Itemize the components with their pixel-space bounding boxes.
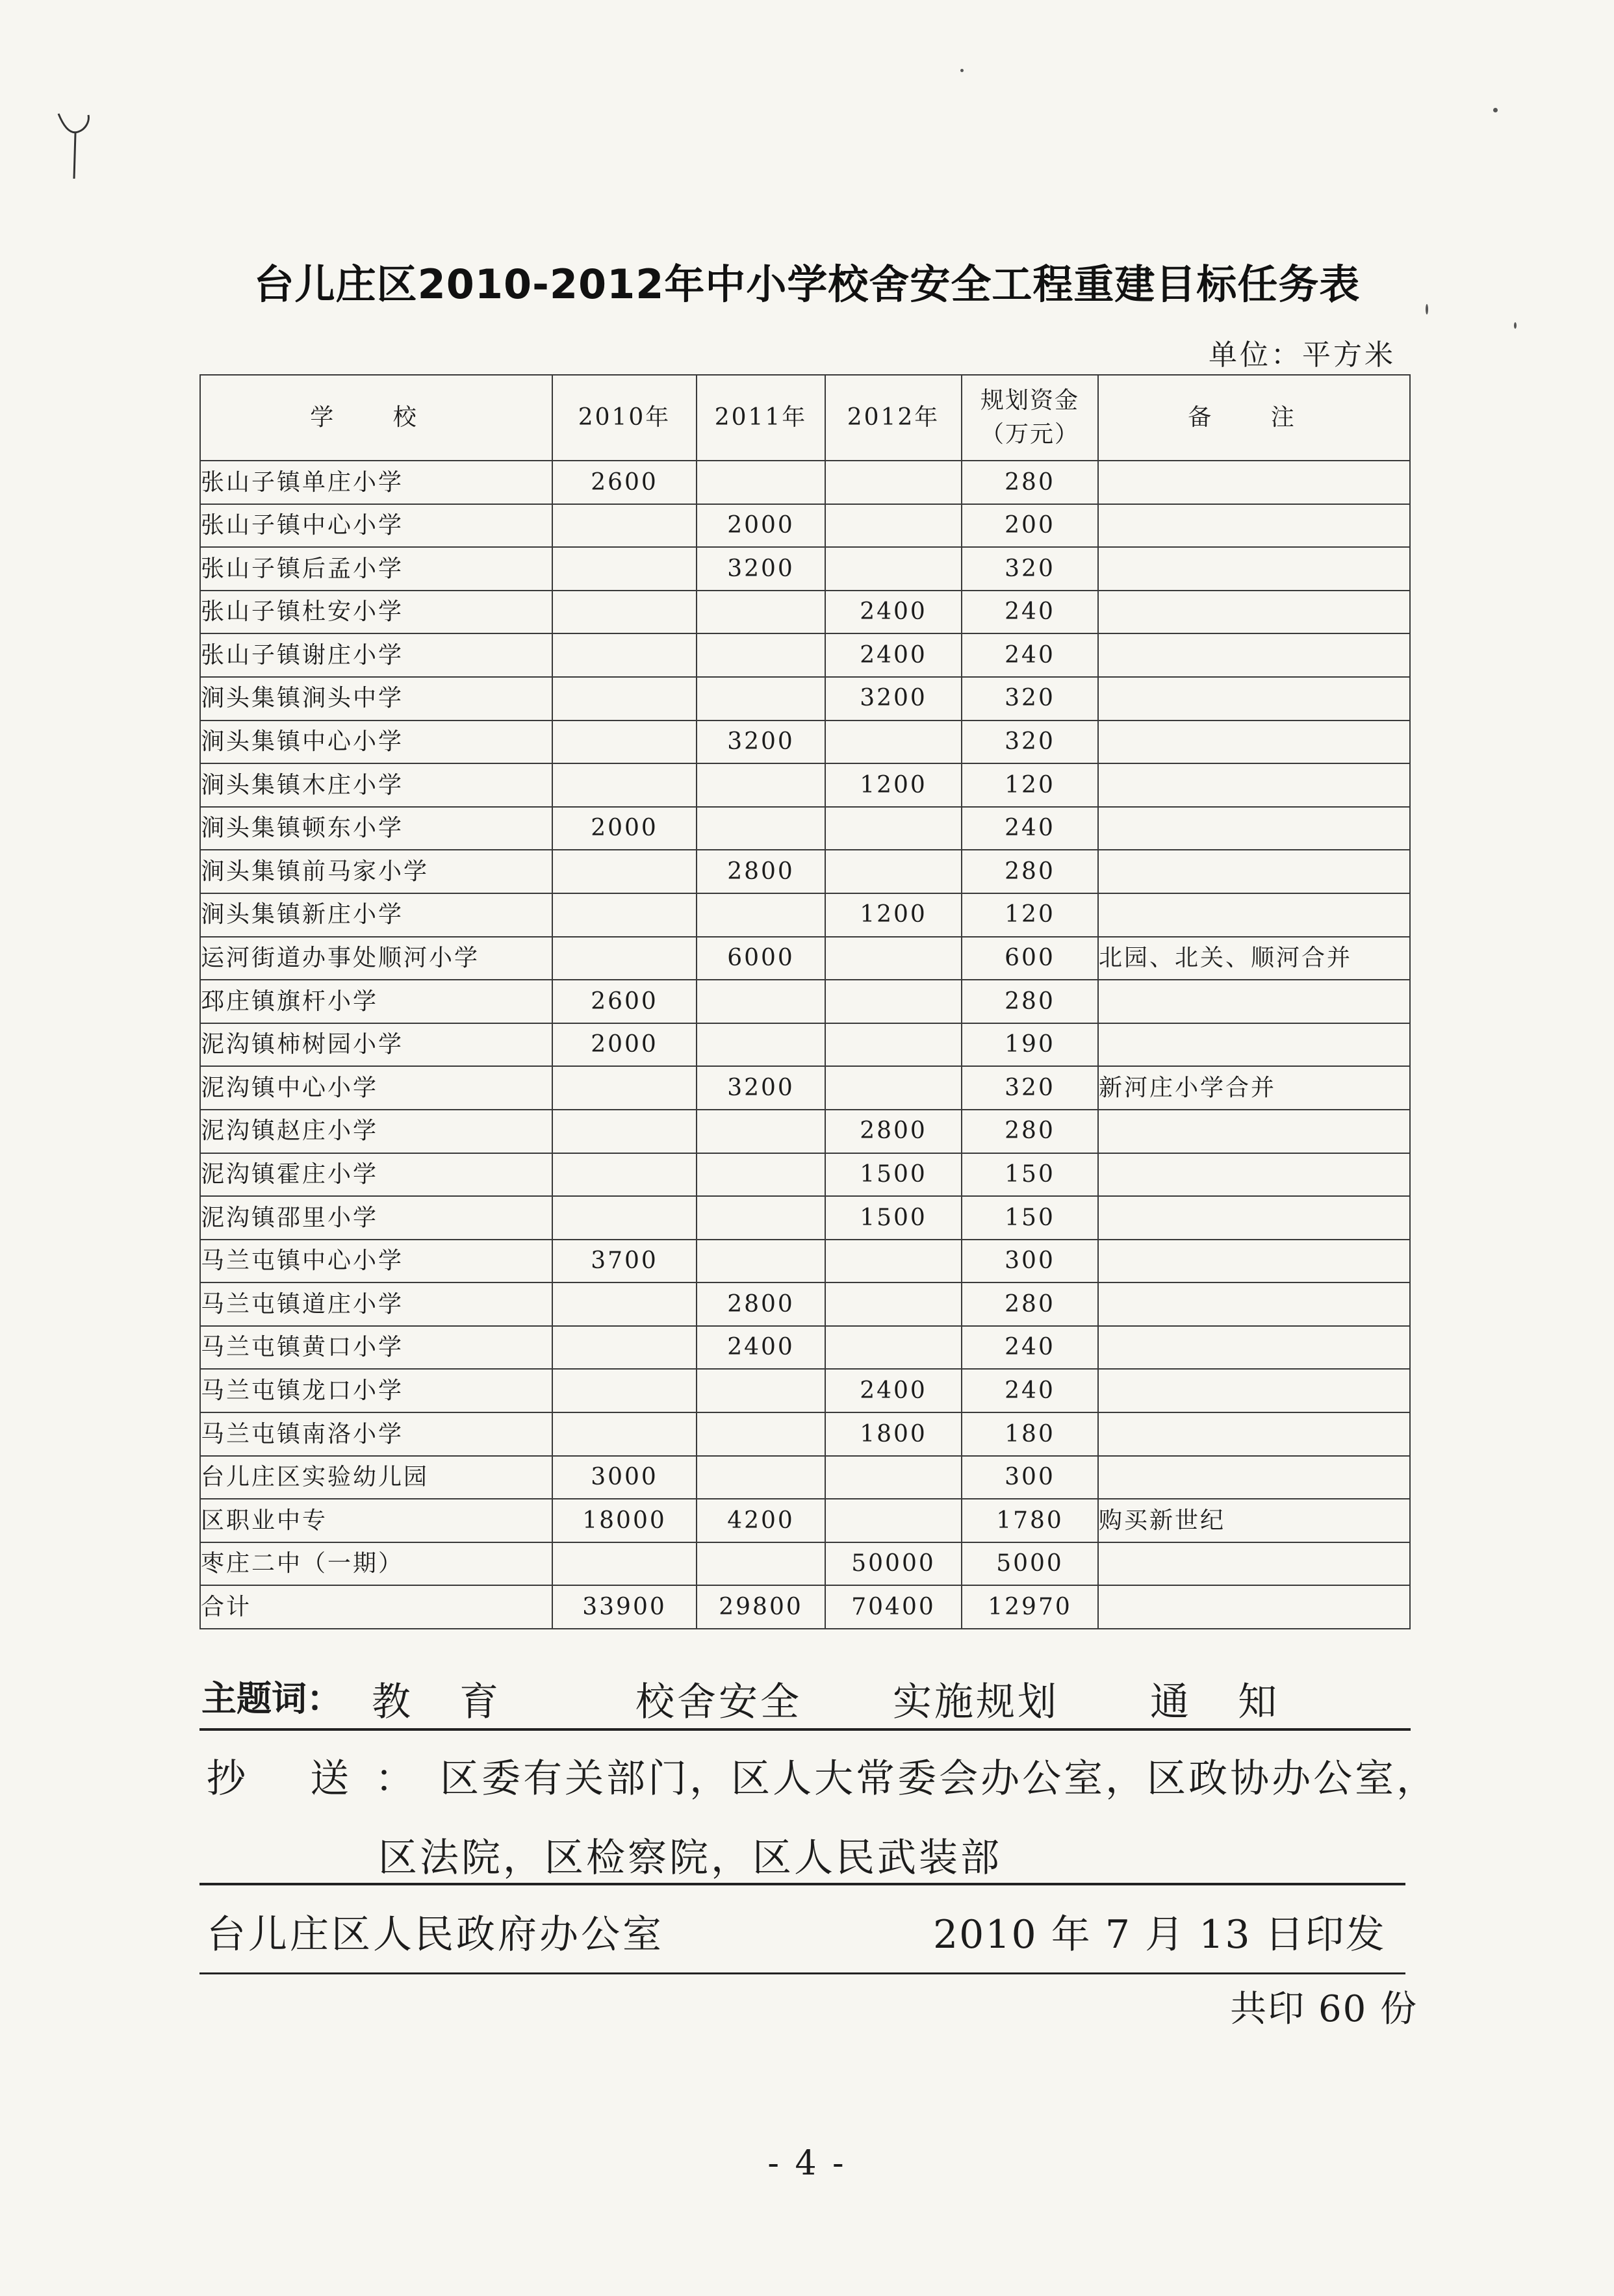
cell-2012: 50000 [825, 1542, 962, 1586]
issuer: 台儿庄区人民政府办公室 [207, 1912, 664, 1958]
cell-note [1098, 980, 1410, 1023]
cell-2012: 2400 [825, 591, 962, 634]
subject-keyword: 校舍安全 [635, 1679, 802, 1725]
table-row [200, 677, 1410, 721]
cell-school: 泥沟镇赵庄小学 [200, 1110, 552, 1153]
cell-2012 [825, 1456, 962, 1499]
scan-speck [1493, 108, 1498, 112]
divider-line [199, 1972, 1405, 1974]
cell-2010 [552, 1110, 697, 1153]
cell-2012 [825, 1326, 962, 1370]
cell-2012: 1800 [825, 1412, 962, 1456]
cell-2012: 2400 [825, 633, 962, 677]
cell-2012 [825, 850, 962, 893]
cell-2011 [697, 1196, 825, 1240]
cc-recipients-2: 区法院，区检察院，区人民武装部 [378, 1835, 1002, 1881]
cell-school: 张山子镇后孟小学 [200, 547, 552, 591]
cell-2011 [697, 677, 825, 721]
cell-note [1098, 591, 1410, 634]
scan-speck [960, 69, 964, 72]
table-row [200, 633, 1410, 677]
cell-2010 [552, 1153, 697, 1197]
cell-2010 [552, 1369, 697, 1412]
cell-2011 [697, 633, 825, 677]
cell-note [1098, 1110, 1410, 1153]
cell-2011 [697, 1110, 825, 1153]
cell-fund: 240 [962, 591, 1098, 634]
cell-fund: 280 [962, 850, 1098, 893]
cell-note: 北园、北关、顺河合并 [1098, 937, 1410, 980]
cell-note [1098, 1282, 1410, 1326]
header-fund-line1: 规划资金 [980, 387, 1079, 415]
table-row [200, 1196, 1410, 1240]
cell-note [1098, 1326, 1410, 1370]
cell-school: 泥沟镇柿树园小学 [200, 1023, 552, 1067]
cell-2010 [552, 893, 697, 937]
divider-line [199, 1728, 1411, 1731]
cell-2010 [552, 547, 697, 591]
cell-fund: 240 [962, 1369, 1098, 1412]
task-table [199, 374, 1411, 1629]
cell-2010: 3700 [552, 1240, 697, 1283]
cell-fund: 320 [962, 721, 1098, 764]
cell-2010: 2000 [552, 1023, 697, 1067]
cell-2012: 1200 [825, 763, 962, 807]
cell-2010 [552, 721, 697, 764]
cc-line-1 [207, 1748, 1438, 1804]
cell-fund: 5000 [962, 1542, 1098, 1586]
cell-2010 [552, 504, 697, 548]
cell-note [1098, 850, 1410, 893]
cell-2012: 2400 [825, 1369, 962, 1412]
cell-note [1098, 633, 1410, 677]
cell-2012: 1200 [825, 893, 962, 937]
cell-2011 [697, 1153, 825, 1197]
table-row [200, 1153, 1410, 1197]
cell-2010 [552, 633, 697, 677]
cell-2012 [825, 504, 962, 548]
cell-2010 [552, 1196, 697, 1240]
table-row [200, 1412, 1410, 1456]
table-row [200, 504, 1410, 548]
cell-2010 [552, 1412, 697, 1456]
page-number: - 4 - [767, 2144, 847, 2183]
table-row [200, 1023, 1410, 1067]
table-row [200, 461, 1410, 504]
cell-2012 [825, 1240, 962, 1283]
cell-2012: 1500 [825, 1196, 962, 1240]
cell-2011: 3200 [697, 547, 825, 591]
cell-2010 [552, 850, 697, 893]
header-fund-line2: （万元） [980, 421, 1079, 448]
table-row [200, 893, 1410, 937]
cell-2011: 4200 [697, 1499, 825, 1542]
cell-2010 [552, 677, 697, 721]
cell-fund: 320 [962, 547, 1098, 591]
header-note: 备 注 [1098, 375, 1410, 461]
cell-note: 购买新世纪 [1098, 1499, 1410, 1542]
page-title: 台儿庄区2010-2012年中小学校舍安全工程重建目标任务表 [253, 261, 1361, 308]
cell-fund: 280 [962, 980, 1098, 1023]
cell-fund: 120 [962, 763, 1098, 807]
cell-2012: 2800 [825, 1110, 962, 1153]
header-fund [962, 375, 1098, 461]
cell-school: 马兰屯镇道庄小学 [200, 1282, 552, 1326]
cell-2010 [552, 1326, 697, 1370]
cell-2012 [825, 1023, 962, 1067]
cell-2010: 2600 [552, 980, 697, 1023]
table-row [200, 763, 1410, 807]
cell-note [1098, 1369, 1410, 1412]
header-2010: 2010年 [552, 375, 697, 461]
cell-fund: 120 [962, 893, 1098, 937]
cell-school: 枣庄二中（一期） [200, 1542, 552, 1586]
cell-2012 [825, 461, 962, 504]
cell-school: 泥沟镇中心小学 [200, 1066, 552, 1110]
table-row [200, 980, 1410, 1023]
cell-note [1098, 1023, 1410, 1067]
table-row [200, 547, 1410, 591]
cell-school: 区职业中专 [200, 1499, 552, 1542]
cell-school: 张山子镇谢庄小学 [200, 633, 552, 677]
cell-school: 台儿庄区实验幼儿园 [200, 1456, 552, 1499]
cell-note [1098, 504, 1410, 548]
cell-school: 涧头集镇顿东小学 [200, 807, 552, 850]
cell-note [1098, 721, 1410, 764]
cell-school: 邳庄镇旗杆小学 [200, 980, 552, 1023]
cell-2011 [697, 1412, 825, 1456]
header-school: 学 校 [200, 375, 552, 461]
cell-note [1098, 677, 1410, 721]
cell-fund: 12970 [962, 1585, 1098, 1629]
cell-fund: 280 [962, 1282, 1098, 1326]
cell-2011 [697, 461, 825, 504]
table-row [200, 721, 1410, 764]
cell-fund: 240 [962, 1326, 1098, 1370]
cell-fund: 280 [962, 461, 1098, 504]
cell-2011: 6000 [697, 937, 825, 980]
cell-school: 马兰屯镇龙口小学 [200, 1369, 552, 1412]
divider-line [199, 1883, 1405, 1885]
cell-2011: 2800 [697, 850, 825, 893]
cell-school: 马兰屯镇南洛小学 [200, 1412, 552, 1456]
cell-note [1098, 1412, 1410, 1456]
cell-fund: 150 [962, 1153, 1098, 1197]
cell-school: 马兰屯镇中心小学 [200, 1240, 552, 1283]
cell-note [1098, 1196, 1410, 1240]
table-row [200, 937, 1410, 980]
cell-2011 [697, 591, 825, 634]
cell-note [1098, 1585, 1410, 1629]
cell-school: 涧头集镇木庄小学 [200, 763, 552, 807]
cell-note [1098, 1456, 1410, 1499]
cell-2010: 33900 [552, 1585, 697, 1629]
cell-note [1098, 1240, 1410, 1283]
cell-2010 [552, 1066, 697, 1110]
cell-2010: 3000 [552, 1456, 697, 1499]
cell-fund: 280 [962, 1110, 1098, 1153]
cell-fund: 320 [962, 1066, 1098, 1110]
cell-note: 新河庄小学合并 [1098, 1066, 1410, 1110]
cell-fund: 320 [962, 677, 1098, 721]
cell-fund: 180 [962, 1412, 1098, 1456]
cell-school: 泥沟镇霍庄小学 [200, 1153, 552, 1197]
cell-2011 [697, 763, 825, 807]
table-row [200, 1542, 1410, 1586]
cell-note [1098, 1153, 1410, 1197]
cell-2012 [825, 807, 962, 850]
cell-2012 [825, 980, 962, 1023]
table-row [200, 1456, 1410, 1499]
cell-2010: 2600 [552, 461, 697, 504]
cell-2011: 3200 [697, 721, 825, 764]
cell-note [1098, 763, 1410, 807]
cell-2011: 2400 [697, 1326, 825, 1370]
cell-school: 涧头集镇中心小学 [200, 721, 552, 764]
table-row [200, 850, 1410, 893]
cell-2012 [825, 937, 962, 980]
cell-note [1098, 461, 1410, 504]
cell-2010 [552, 763, 697, 807]
cell-2011 [697, 1023, 825, 1067]
cell-2012 [825, 1066, 962, 1110]
cell-note [1098, 547, 1410, 591]
cell-fund: 190 [962, 1023, 1098, 1067]
cell-2010: 2000 [552, 807, 697, 850]
cell-2011 [697, 893, 825, 937]
cell-2010: 18000 [552, 1499, 697, 1542]
cell-note [1098, 807, 1410, 850]
cell-school: 张山子镇单庄小学 [200, 461, 552, 504]
cell-2010 [552, 1282, 697, 1326]
subject-keyword: 实施规划 [893, 1679, 1059, 1725]
cell-2012 [825, 721, 962, 764]
cell-fund: 1780 [962, 1499, 1098, 1542]
table-row [200, 1066, 1410, 1110]
cc-label: 抄 送： [207, 1756, 441, 1802]
cell-2012 [825, 1282, 962, 1326]
table-row [200, 807, 1410, 850]
cell-2012: 70400 [825, 1585, 962, 1629]
cell-school: 张山子镇中心小学 [200, 504, 552, 548]
cell-school: 马兰屯镇黄口小学 [200, 1326, 552, 1370]
cell-2010 [552, 937, 697, 980]
cell-note [1098, 1542, 1410, 1586]
subject-label: 主题词： [201, 1678, 342, 1719]
cell-2011 [697, 980, 825, 1023]
cell-fund: 240 [962, 633, 1098, 677]
cell-2012: 1500 [825, 1153, 962, 1197]
table-row [200, 1585, 1410, 1629]
cell-fund: 600 [962, 937, 1098, 980]
subject-words [201, 1671, 1296, 1725]
cell-fund: 150 [962, 1196, 1098, 1240]
cell-school: 张山子镇杜安小学 [200, 591, 552, 634]
subject-keyword: 教 育 [372, 1679, 517, 1725]
copies-count: 共印 60 份 [1230, 1988, 1418, 2030]
cell-fund: 300 [962, 1240, 1098, 1283]
cc-recipients-1: 区委有关部门，区人大常委会办公室，区政协办公室， [440, 1756, 1439, 1802]
cell-2012 [825, 547, 962, 591]
cell-2011: 29800 [697, 1585, 825, 1629]
cell-2011 [697, 1542, 825, 1586]
table-row [200, 1282, 1410, 1326]
table-body [200, 461, 1410, 1629]
cell-school: 涧头集镇新庄小学 [200, 893, 552, 937]
header-2012: 2012年 [825, 375, 962, 461]
cell-2011 [697, 1369, 825, 1412]
table-row [200, 1369, 1410, 1412]
table-header-row [200, 375, 1410, 461]
cell-2011 [697, 1240, 825, 1283]
header-2011: 2011年 [697, 375, 825, 461]
scan-speck [1514, 322, 1517, 329]
table-row [200, 1110, 1410, 1153]
cell-2010 [552, 591, 697, 634]
cell-fund: 300 [962, 1456, 1098, 1499]
cell-2011 [697, 807, 825, 850]
cell-school: 涧头集镇前马家小学 [200, 850, 552, 893]
cell-2012 [825, 1499, 962, 1542]
table-row [200, 1240, 1410, 1283]
cell-school: 合计 [200, 1585, 552, 1629]
cell-2011: 3200 [697, 1066, 825, 1110]
issue-date: 2010 年 7 月 13 日印发 [933, 1912, 1386, 1958]
cell-school: 运河街道办事处顺河小学 [200, 937, 552, 980]
unit-label: 单位：平方米 [1209, 338, 1396, 372]
subject-keyword: 通 知 [1150, 1679, 1296, 1725]
cell-2011 [697, 1456, 825, 1499]
cell-note [1098, 893, 1410, 937]
table-row [200, 1326, 1410, 1370]
table-row [200, 591, 1410, 634]
cell-2010 [552, 1542, 697, 1586]
cell-2011: 2000 [697, 504, 825, 548]
handwritten-mark [52, 107, 97, 185]
cell-fund: 240 [962, 807, 1098, 850]
cell-school: 泥沟镇邵里小学 [200, 1196, 552, 1240]
cell-fund: 200 [962, 504, 1098, 548]
cell-school: 涧头集镇涧头中学 [200, 677, 552, 721]
cell-2012: 3200 [825, 677, 962, 721]
cell-2011: 2800 [697, 1282, 825, 1326]
table-row [200, 1499, 1410, 1542]
